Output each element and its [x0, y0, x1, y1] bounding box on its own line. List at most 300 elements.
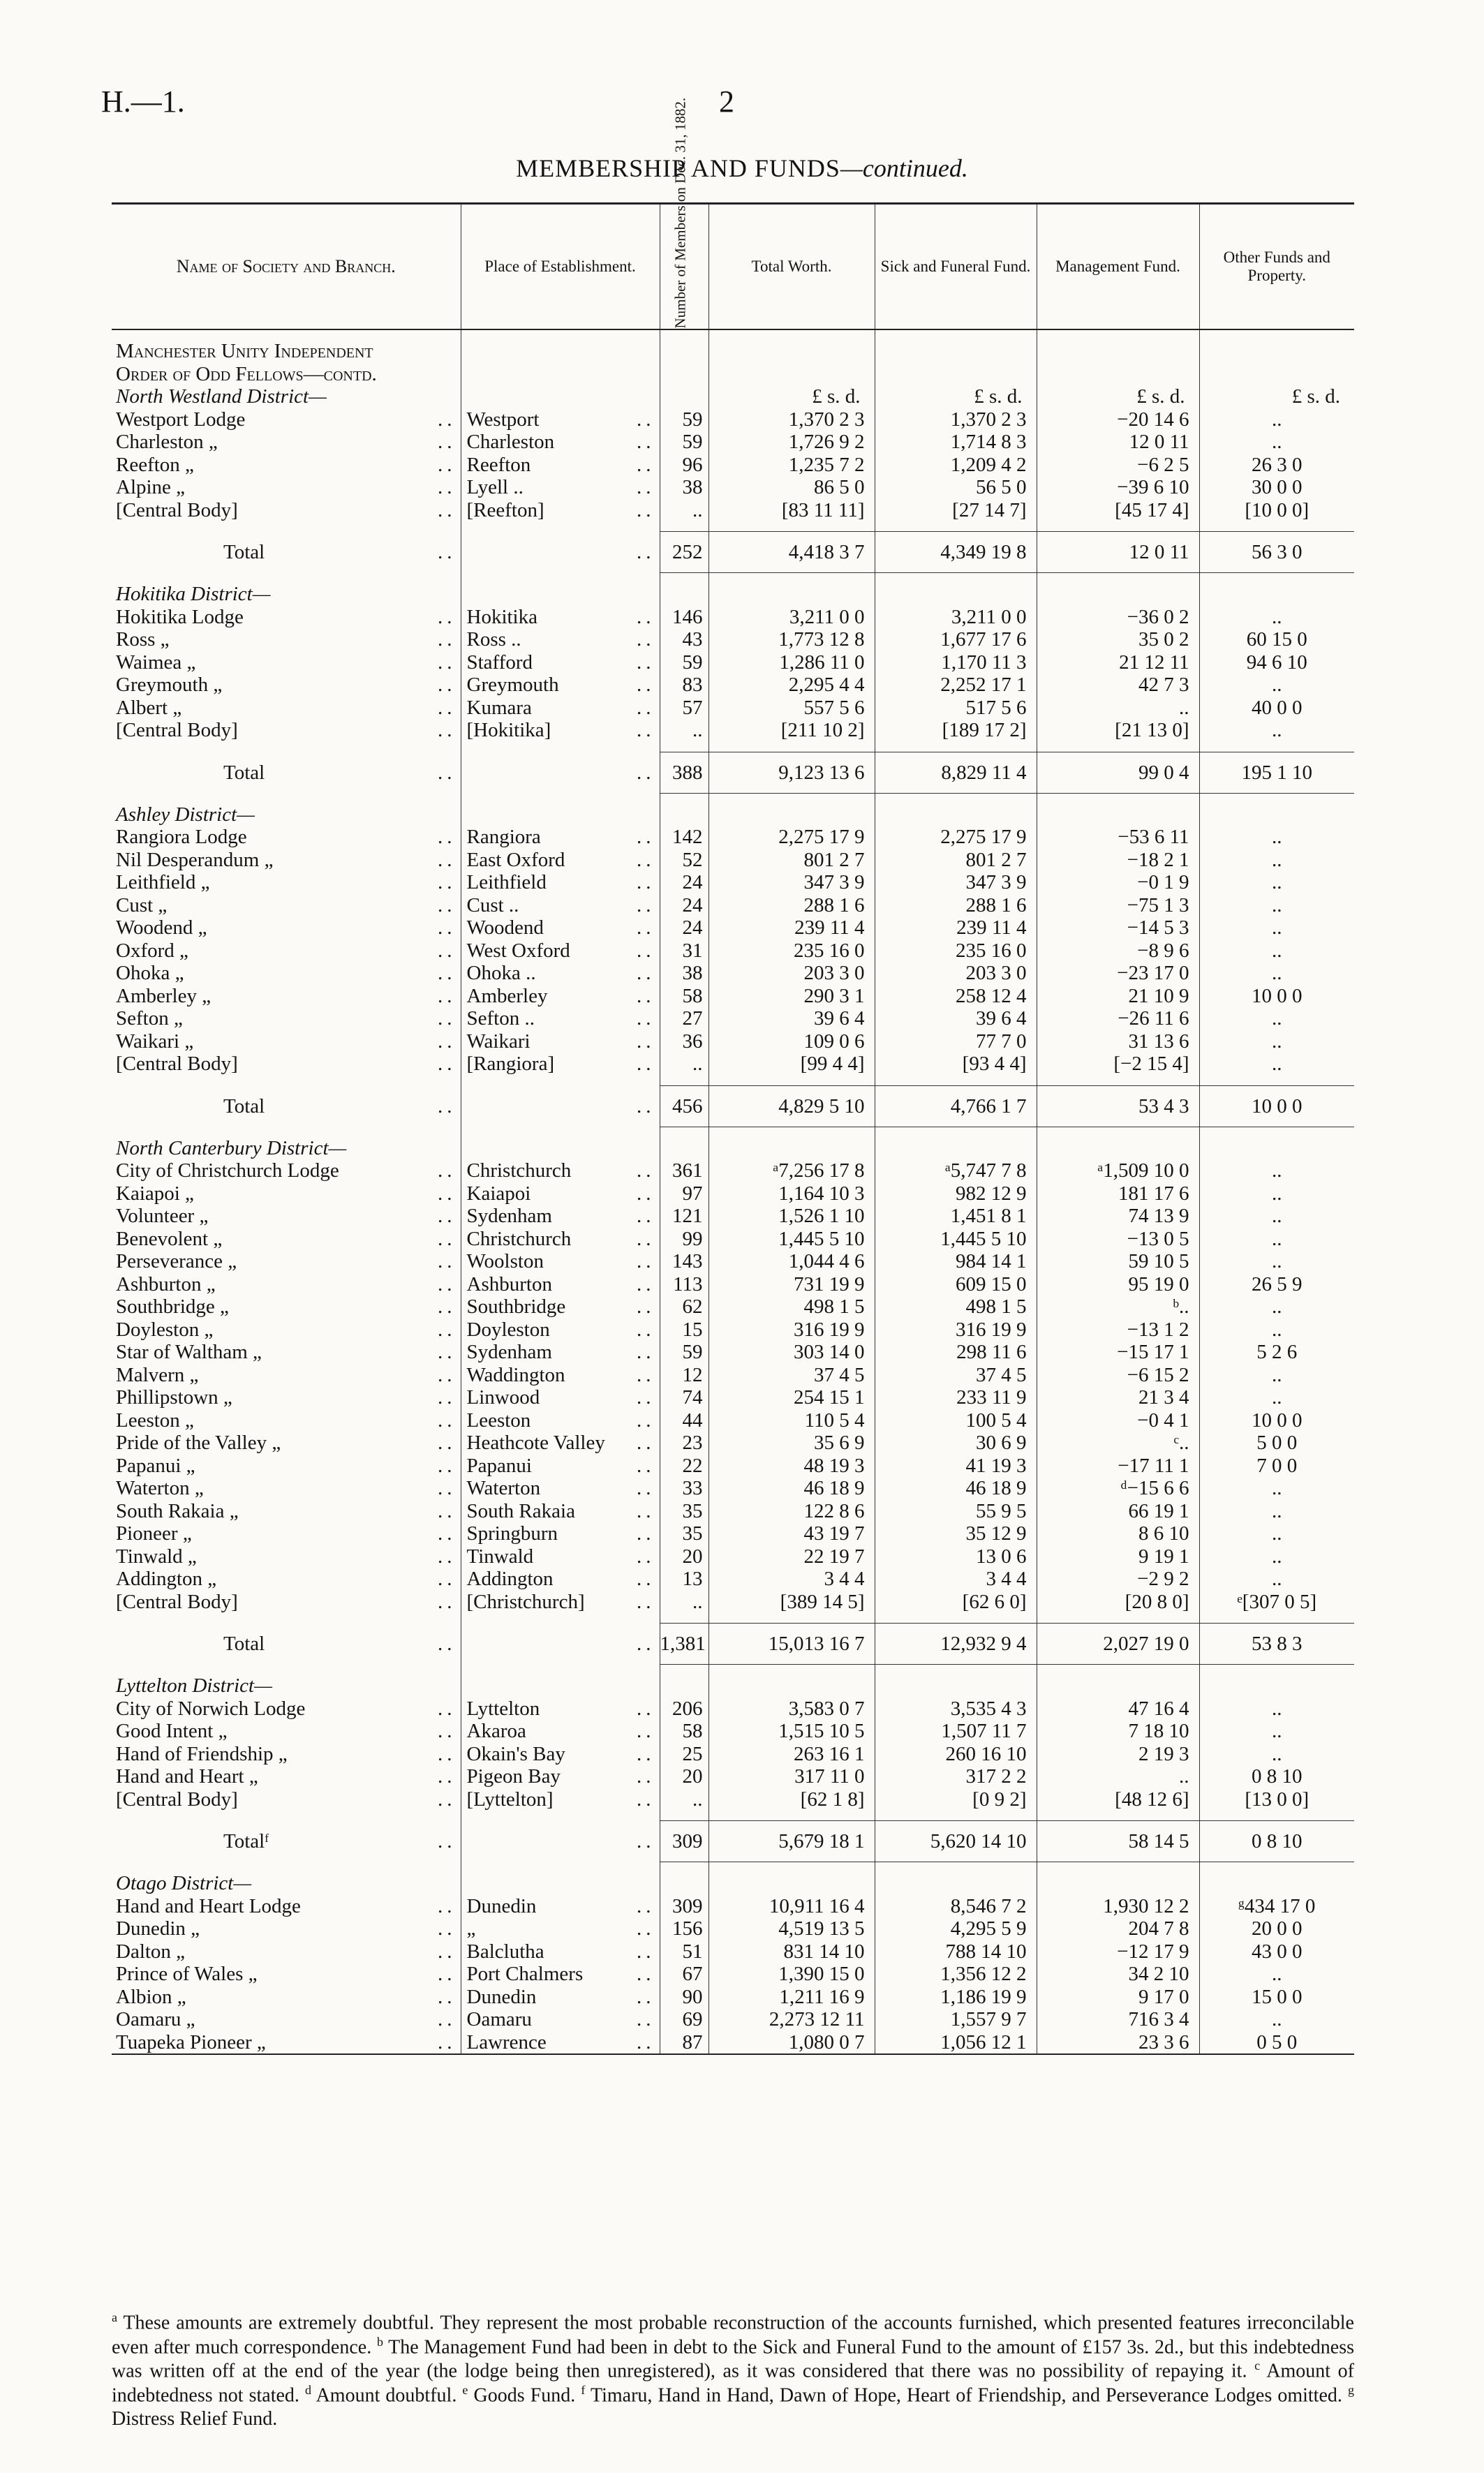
branch-place [461, 894, 660, 917]
branch-other-funds [1199, 1477, 1354, 1500]
branch-place-text: Springburn [466, 1522, 558, 1545]
leader-dots: .. [438, 1697, 457, 1720]
branch-sick-fund [875, 719, 1037, 742]
branch-members [660, 1159, 708, 1182]
leader-dots: .. [438, 2030, 457, 2054]
branch-management-fund-text: 34 2 10 [1128, 1963, 1189, 1985]
branch-sick-fund [875, 962, 1037, 985]
empty-cell [660, 385, 708, 408]
branch-place [461, 2031, 660, 2055]
branch-members [660, 940, 708, 963]
branch-other-funds-text: .. [1272, 1477, 1282, 1499]
branch-name [112, 1500, 461, 1523]
leader-dots: .. [438, 1053, 457, 1075]
branch-place-text: Rangiora [466, 826, 541, 848]
leader-dots: .. [637, 984, 655, 1007]
branch-sick-fund [875, 1720, 1037, 1743]
branch-management-fund-text: ᶜ.. [1173, 1432, 1189, 1454]
branch-members [660, 1409, 708, 1432]
branch-total-worth-text: 731 19 9 [794, 1272, 865, 1295]
branch-row [112, 1788, 1354, 1811]
branch-management-fund-text: −8 9 6 [1137, 939, 1189, 962]
empty-cell [1037, 521, 1199, 532]
branch-name [112, 651, 461, 674]
total-management-fund [1037, 532, 1199, 573]
currency-sick [875, 385, 1037, 408]
branch-sick-fund-text: 788 14 10 [945, 1940, 1027, 1963]
branch-members [660, 1698, 708, 1721]
branch-place-text: [Lyttelton] [466, 1788, 554, 1811]
empty-cell [461, 521, 660, 532]
branch-members-text: 35 [682, 1499, 703, 1522]
branch-members-text: 36 [682, 1030, 703, 1053]
branch-row [112, 1720, 1354, 1743]
branch-sick-fund [875, 1341, 1037, 1364]
leader-dots: .. [637, 962, 655, 984]
branch-name [112, 2031, 461, 2055]
branch-members-text: 143 [672, 1250, 703, 1272]
branch-total-worth-text: 1,164 10 3 [778, 1182, 865, 1205]
branch-sick-fund [875, 1788, 1037, 1811]
page-title [0, 154, 1484, 183]
empty-cell [461, 583, 660, 606]
branch-members [660, 1720, 708, 1743]
branch-members [660, 1007, 708, 1030]
total-place [461, 532, 660, 573]
district-name-text: Lyttelton District— [116, 1674, 272, 1697]
branch-total-worth [708, 628, 875, 651]
branch-members [660, 2031, 708, 2055]
empty-cell [660, 1613, 708, 1624]
branch-sick-fund [875, 431, 1037, 454]
branch-name-text: Hokitika Lodge [116, 605, 244, 628]
branch-management-fund-text: 23 3 6 [1138, 2030, 1189, 2054]
branch-total-worth [708, 454, 875, 477]
empty-cell [875, 1811, 1037, 1821]
branch-place [461, 1053, 660, 1076]
title-main: MEMBERSHIP AND FUNDS [516, 154, 840, 182]
branch-name-text: South Rakaia „ [116, 1499, 239, 1522]
empty-cell [1199, 793, 1354, 803]
branch-total-worth-text: 46 18 9 [803, 1477, 865, 1499]
total-management-fund [1037, 1085, 1199, 1127]
branch-name-text: Pioneer „ [116, 1522, 192, 1545]
branch-sick-fund-text: 1,451 8 1 [950, 1205, 1027, 1227]
empty-cell [1199, 1811, 1354, 1821]
branch-total-worth-text: 39 6 4 [814, 1007, 865, 1030]
branch-management-fund [1037, 2031, 1199, 2055]
branch-total-worth-text: 1,080 0 7 [788, 2030, 865, 2054]
branch-other-funds-text: .. [1272, 1386, 1282, 1409]
branch-name-text: City of Christchurch Lodge [116, 1159, 339, 1182]
branch-place-text: Leeston [466, 1409, 531, 1432]
branch-management-fund-text: −0 4 1 [1137, 1409, 1189, 1432]
branch-management-fund [1037, 1895, 1199, 1918]
empty-cell [875, 1665, 1037, 1675]
branch-sick-fund [875, 1500, 1037, 1523]
branch-members-text: 43 [682, 628, 703, 651]
empty-cell [461, 385, 660, 408]
branch-members-text: 38 [682, 962, 703, 984]
branch-management-fund-text: ᵃ1,509 10 0 [1097, 1159, 1189, 1182]
branch-sick-fund-text: 1,677 17 6 [940, 628, 1027, 651]
branch-sick-fund [875, 1228, 1037, 1251]
branch-other-funds [1199, 1986, 1354, 2009]
branch-total-worth-text: 203 3 0 [803, 962, 865, 984]
empty-cell [875, 1862, 1037, 1873]
footnote-e: Goods Fund. [473, 2384, 576, 2407]
total-other-funds-text: 56 3 0 [1252, 541, 1303, 563]
branch-name [112, 1477, 461, 1500]
branch-members [660, 1765, 708, 1788]
branch-members-text: 74 [682, 1386, 703, 1409]
branch-name [112, 1788, 461, 1811]
branch-members-text: 35 [682, 1522, 703, 1545]
branch-total-worth [708, 1765, 875, 1788]
branch-total-worth [708, 826, 875, 849]
branch-other-funds-text: [10 0 0] [1245, 498, 1309, 521]
branch-total-worth-text: 1,044 4 6 [788, 1250, 865, 1272]
district-heading-row [112, 385, 1354, 408]
empty-cell [1199, 1076, 1354, 1086]
branch-total-worth [708, 1386, 875, 1409]
leader-dots: .. [438, 1182, 457, 1205]
footnotes [112, 2310, 1354, 2430]
branch-management-fund [1037, 1386, 1199, 1409]
spacer-row [112, 742, 1354, 752]
branch-total-worth [708, 1788, 875, 1811]
leader-dots: .. [637, 1272, 655, 1295]
branch-members-text: 361 [672, 1159, 703, 1182]
leader-dots: .. [438, 605, 457, 628]
branch-sick-fund-text: 609 15 0 [956, 1272, 1027, 1295]
branch-place-text: Balclutha [466, 1940, 544, 1963]
empty-cell [875, 583, 1037, 606]
branch-total-worth-text: 110 5 4 [804, 1409, 865, 1432]
branch-total-worth-text: [389 14 5] [780, 1590, 865, 1613]
branch-other-funds [1199, 1455, 1354, 1478]
branch-members-text: 62 [682, 1295, 703, 1318]
branch-place-text: Dunedin [466, 1894, 537, 1917]
total-sick-fund-text: 12,932 9 4 [940, 1633, 1027, 1655]
empty-cell [461, 793, 660, 803]
total-label-text: Total [223, 1633, 265, 1655]
branch-place [461, 651, 660, 674]
branch-row [112, 431, 1354, 454]
branch-management-fund-text: 204 7 8 [1128, 1917, 1189, 1940]
branch-total-worth [708, 894, 875, 917]
branch-management-fund [1037, 1963, 1199, 1986]
branch-place-text: Akaroa [466, 1720, 526, 1742]
branch-place [461, 1940, 660, 1963]
branch-place-text: Oamaru [466, 2008, 532, 2030]
branch-other-funds-text: 15 0 0 [1252, 1985, 1303, 2008]
branch-sick-fund [875, 1765, 1037, 1788]
branch-members-text: 31 [682, 939, 703, 962]
branch-management-fund-text: 21 3 4 [1138, 1386, 1189, 1409]
leader-dots: .. [637, 2008, 655, 2030]
branch-sick-fund-text: 982 12 9 [956, 1182, 1027, 1205]
branch-total-worth-text: 3 4 4 [824, 1568, 865, 1590]
branch-total-worth [708, 1250, 875, 1273]
branch-other-funds [1199, 1432, 1354, 1455]
total-sick-fund-text: 4,766 1 7 [950, 1094, 1027, 1117]
footnote-b: The Management Fund had been in debt to the Sick and Funeral Fund to the amount of £157 3s. 2d., but this indebtedness was written off at the end of the year (the lodge being then unregistered), as it was considered that there was no possibility of repaying it. [112, 2335, 1354, 2382]
branch-other-funds [1199, 628, 1354, 651]
currency-mgmt [1037, 385, 1199, 408]
branch-management-fund-text: 42 7 3 [1138, 674, 1189, 696]
branch-sick-fund [875, 1591, 1037, 1614]
branch-name [112, 1986, 461, 2009]
table-body [112, 329, 1354, 2054]
branch-total-worth [708, 1205, 875, 1228]
branch-members-text: 38 [682, 476, 703, 498]
empty-cell [1199, 1613, 1354, 1624]
footnote-d: Amount doubtful. [316, 2384, 457, 2407]
branch-row [112, 2031, 1354, 2055]
branch-place-text: Hokitika [466, 605, 537, 628]
branch-members-text: 20 [682, 1765, 703, 1788]
branch-place-text: Heathcote Valley [466, 1432, 605, 1454]
leader-dots: .. [637, 1477, 655, 1499]
branch-other-funds-text: .. [1272, 1545, 1282, 1568]
branch-place [461, 1409, 660, 1432]
branch-other-funds-text: .. [1272, 871, 1282, 893]
branch-place [461, 719, 660, 742]
branch-total-worth [708, 916, 875, 940]
branch-members-text: 24 [682, 916, 703, 939]
branch-name [112, 1522, 461, 1545]
empty-cell [875, 1613, 1037, 1624]
branch-total-worth-text: 303 14 0 [794, 1341, 865, 1363]
branch-management-fund-text: −36 0 2 [1127, 605, 1189, 628]
branch-management-fund-text: ᵈ−15 6 6 [1120, 1477, 1189, 1499]
spacer-row [112, 1811, 1354, 1821]
spacer-row [112, 1127, 1354, 1137]
branch-sick-fund-text: 1,370 2 3 [950, 408, 1027, 431]
branch-name [112, 1765, 461, 1788]
total-members [660, 1085, 708, 1127]
branch-other-funds-text: 40 0 0 [1252, 696, 1303, 719]
leader-dots: .. [438, 498, 457, 521]
branch-name-text: Kaiapoi „ [116, 1182, 194, 1205]
total-other-funds [1199, 532, 1354, 573]
branch-name-text: Oamaru „ [116, 2008, 195, 2030]
branch-management-fund-text: −14 5 3 [1127, 916, 1189, 939]
branch-sick-fund-text: 298 11 6 [956, 1341, 1027, 1363]
leader-dots: .. [438, 674, 457, 696]
empty-cell [1199, 1127, 1354, 1137]
branch-place [461, 1007, 660, 1030]
branch-sick-fund [875, 408, 1037, 431]
total-other-funds [1199, 1085, 1354, 1127]
branch-other-funds [1199, 1319, 1354, 1342]
branch-management-fund [1037, 1182, 1199, 1205]
currency-sick-text: £ s. d. [974, 385, 1023, 408]
branch-name-text: Waimea „ [116, 651, 196, 674]
empty-cell [1199, 1862, 1354, 1873]
branch-row [112, 1743, 1354, 1766]
branch-other-funds-text: ᵍ434 17 0 [1238, 1894, 1316, 1917]
branch-members [660, 674, 708, 697]
branch-sick-fund [875, 2008, 1037, 2031]
branch-total-worth [708, 1698, 875, 1721]
branch-management-fund [1037, 674, 1199, 697]
branch-name [112, 1159, 461, 1182]
empty-cell [660, 1872, 708, 1895]
branch-members [660, 1455, 708, 1478]
branch-name-text: [Central Body] [116, 498, 238, 521]
branch-sick-fund [875, 1250, 1037, 1273]
branch-other-funds [1199, 719, 1354, 742]
currency-other [1199, 385, 1354, 408]
branch-management-fund-text: [21 13 0] [1115, 719, 1189, 741]
branch-sick-fund [875, 1917, 1037, 1940]
branch-members [660, 849, 708, 872]
branch-sick-fund [875, 454, 1037, 477]
branch-name [112, 1409, 461, 1432]
branch-members-text: 58 [682, 1720, 703, 1742]
empty-cell [660, 1076, 708, 1086]
branch-name [112, 454, 461, 477]
branch-management-fund [1037, 1364, 1199, 1387]
leader-dots: .. [438, 984, 457, 1007]
branch-members [660, 1522, 708, 1545]
branch-place [461, 871, 660, 894]
branch-members [660, 499, 708, 522]
branch-management-fund-text: [20 8 0] [1125, 1590, 1189, 1613]
leader-dots: .. [637, 1159, 655, 1182]
branch-sick-fund [875, 1030, 1037, 1053]
branch-row [112, 1228, 1354, 1251]
branch-sick-fund [875, 1053, 1037, 1076]
empty-cell [660, 573, 708, 584]
empty-cell [1199, 1137, 1354, 1160]
branch-total-worth [708, 1295, 875, 1319]
branch-total-worth [708, 1963, 875, 1986]
branch-management-fund-text: −23 17 0 [1117, 962, 1189, 984]
branch-management-fund-text: 59 10 5 [1128, 1250, 1189, 1272]
leader-dots: .. [637, 1454, 655, 1477]
branch-management-fund-text: [48 12 6] [1115, 1788, 1189, 1811]
branch-sick-fund-text: 801 2 7 [965, 848, 1027, 871]
branch-sick-fund-text: [189 17 2] [942, 719, 1027, 741]
empty-cell [660, 1811, 708, 1821]
branch-total-worth [708, 431, 875, 454]
branch-management-fund [1037, 1986, 1199, 2009]
branch-place-text: Lyttelton [466, 1697, 540, 1720]
branch-sick-fund [875, 1159, 1037, 1182]
branch-sick-fund-text: 77 7 0 [976, 1030, 1027, 1053]
branch-name-text: Westport Lodge [116, 408, 246, 431]
branch-name-text: Hand and Heart „ [116, 1765, 258, 1788]
branch-members-text: .. [692, 1590, 703, 1613]
leader-dots: .. [438, 1830, 457, 1852]
branch-members-text: 12 [682, 1363, 703, 1386]
branch-other-funds-text: .. [1272, 1568, 1282, 1590]
total-other-funds-text: 10 0 0 [1252, 1094, 1303, 1117]
spacer-row [112, 1862, 1354, 1873]
branch-sick-fund [875, 894, 1037, 917]
branch-place [461, 1522, 660, 1545]
leader-dots: .. [637, 674, 655, 696]
total-sick-fund [875, 1821, 1037, 1862]
branch-place [461, 1432, 660, 1455]
empty-cell [708, 1811, 875, 1821]
leader-dots: .. [438, 1295, 457, 1318]
branch-total-worth-text: 2,273 12 11 [769, 2008, 865, 2030]
branch-place [461, 628, 660, 651]
leader-dots: .. [637, 453, 655, 476]
leader-dots: .. [637, 1318, 655, 1341]
branch-management-fund [1037, 1940, 1199, 1963]
branch-total-worth [708, 1986, 875, 2009]
branch-management-fund-text: [−2 15 4] [1113, 1053, 1189, 1075]
branch-sick-fund [875, 1963, 1037, 1986]
branch-sick-fund [875, 940, 1037, 963]
branch-place [461, 1250, 660, 1273]
branch-row [112, 1409, 1354, 1432]
branch-sick-fund [875, 1568, 1037, 1591]
empty-cell [461, 742, 660, 752]
branch-place [461, 1159, 660, 1182]
empty-cell [112, 1665, 461, 1675]
leader-dots: .. [438, 848, 457, 871]
total-members [660, 1821, 708, 1862]
leader-dots: .. [438, 1720, 457, 1742]
total-other-funds [1199, 1624, 1354, 1665]
total-management-fund-text: 12 0 11 [1129, 541, 1189, 563]
branch-management-fund-text: .. [1179, 696, 1189, 719]
branch-members [660, 431, 708, 454]
branch-name [112, 940, 461, 963]
branch-total-worth-text: 316 19 9 [794, 1318, 865, 1341]
branch-name-text: Doyleston „ [116, 1318, 214, 1341]
branch-management-fund [1037, 719, 1199, 742]
branch-other-funds-text: 0 8 10 [1252, 1765, 1303, 1788]
total-management-fund-text: 2,027 19 0 [1103, 1633, 1189, 1655]
leader-dots: .. [438, 1205, 457, 1227]
branch-other-funds-text: 7 0 0 [1256, 1454, 1298, 1477]
leader-dots: .. [438, 1985, 457, 2008]
branch-total-worth [708, 651, 875, 674]
branch-place [461, 476, 660, 499]
branch-management-fund [1037, 940, 1199, 963]
branch-members-text: 59 [682, 1341, 703, 1363]
branch-sick-fund [875, 871, 1037, 894]
branch-row [112, 1963, 1354, 1986]
leader-dots: .. [637, 2030, 655, 2054]
branch-sick-fund [875, 1895, 1037, 1918]
branch-row [112, 1341, 1354, 1364]
branch-name-text: Malvern „ [116, 1363, 199, 1386]
leader-dots: .. [438, 408, 457, 431]
branch-members-text: 59 [682, 651, 703, 674]
branch-name-text: [Central Body] [116, 1590, 238, 1613]
branch-name-text: Cust „ [116, 893, 168, 916]
branch-total-worth-text: 801 2 7 [803, 848, 865, 871]
branch-sick-fund [875, 1455, 1037, 1478]
branch-place [461, 1986, 660, 2009]
leader-dots: .. [637, 1053, 655, 1075]
leader-dots: .. [438, 1499, 457, 1522]
branch-place-text: Sydenham [466, 1341, 552, 1363]
branch-row [112, 1477, 1354, 1500]
branch-name-text: Star of Waltham „ [116, 1341, 262, 1363]
branch-row [112, 697, 1354, 720]
branch-management-fund-text: −6 15 2 [1127, 1363, 1189, 1386]
branch-management-fund [1037, 1409, 1199, 1432]
